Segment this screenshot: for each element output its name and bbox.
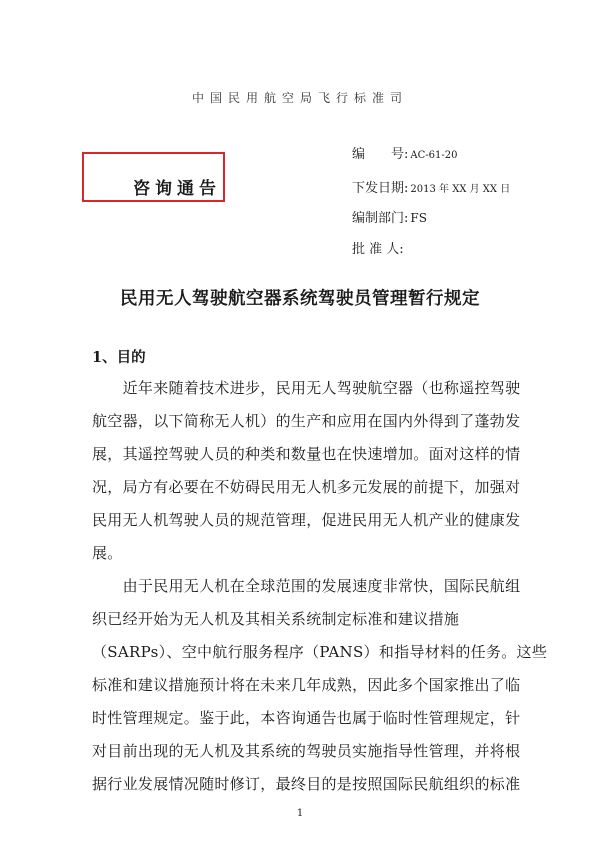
body-line: 展，其遥控驾驶人员的种类和数量也在快速增加。面对这样的情: [92, 445, 521, 463]
body-line: 对目前出现的无人机及其系统的驾驶员实施指导性管理，并将根: [92, 742, 521, 760]
issuer-header: 中国民用航空局飞行标准司: [191, 91, 408, 105]
body-line: 织已经开始为无人机及其相关系统制定标准和建议措施: [92, 610, 460, 628]
page-number: 1: [296, 808, 304, 819]
meta-date-value: 2013 年 XX 月 XX 日: [410, 184, 511, 195]
body-line: 近年来随着技术进步，民用无人驾驶航空器（也称遥控驾驶: [92, 379, 521, 397]
body-line: （SARPs）、空中航行服务程序（PANS）和指导材料的任务。这些: [92, 643, 548, 661]
meta-number-value: AC-61-20: [410, 150, 458, 161]
meta-date-label: 下发日期:: [352, 181, 409, 196]
meta-dept-value: FS: [410, 211, 427, 225]
document-title: 民用无人驾驶航空器系统驾驶员管理暂行规定: [120, 289, 480, 309]
body-line: 由于民用无人机在全球范围的发展速度非常快，国际民航组: [92, 577, 521, 595]
body-line: 时性管理规定。鉴于此，本咨询通告也属于临时性管理规定，针: [92, 709, 521, 727]
meta-approver-label: 批 准 人:: [352, 242, 404, 257]
meta-dept-row: [352, 207, 427, 226]
notice-label: 咨询通告: [133, 179, 221, 199]
body-line: 航空器，以下简称无人机）的生产和应用在国内外得到了蓬勃发: [92, 412, 521, 430]
meta-number-row: [352, 143, 457, 162]
body-line: 况，局方有必要在不妨碍民用无人机多元发展的前提下，加强对: [92, 478, 521, 496]
meta-number-label: 编 号:: [352, 147, 409, 162]
section-heading: 1、目的: [92, 349, 146, 366]
meta-dept-label: 编制部门:: [352, 211, 409, 226]
meta-approver-row: [352, 238, 406, 257]
body-line: 据行业发展情况随时修订，最终目的是按照国际民航组织的标准: [92, 775, 521, 793]
body-line: 标准和建议措施预计将在未来几年成熟，因此多个国家推出了临: [92, 676, 521, 694]
meta-date-row: [352, 177, 510, 196]
body-line: 民用无人机驾驶人员的规范管理，促进民用无人机产业的健康发: [92, 511, 521, 529]
body-line: 展。: [92, 544, 123, 562]
